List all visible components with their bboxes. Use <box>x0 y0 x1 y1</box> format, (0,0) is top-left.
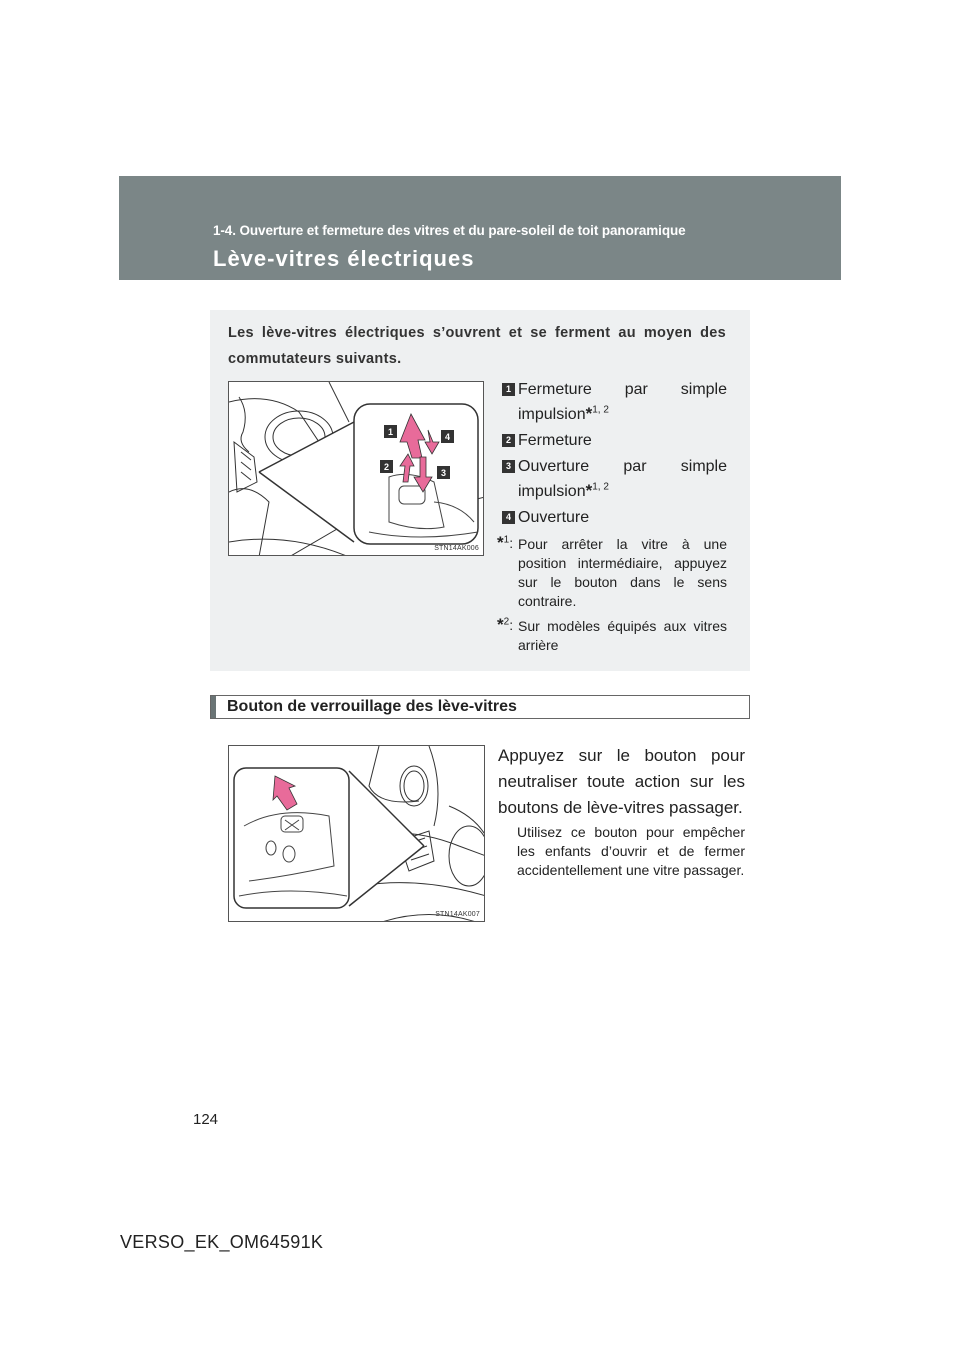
chapter-header <box>119 176 841 280</box>
item-label: Ouverture par simple impulsion <box>518 458 727 500</box>
list-item: 1 Fermeture par simple impulsion*$^{1, 2}$ <box>502 378 727 427</box>
window-switch-illustration <box>228 381 484 556</box>
callout-4: 4 <box>444 432 451 442</box>
note-ref: 1, 2 <box>592 404 609 416</box>
number-badge: 2 <box>502 434 515 447</box>
list-item <box>502 506 727 530</box>
heading-accent-bar <box>211 696 216 718</box>
number-badge: 1 <box>502 383 515 396</box>
section-heading-text: Bouton de verrouillage des lève-vitres <box>227 698 517 715</box>
switch-function-list <box>502 378 727 532</box>
figure-code: STN14AK007 <box>435 911 480 918</box>
footnote-text: Sur modèles équipés aux vitres arrière <box>518 618 727 653</box>
lock-description: Appuyez sur le bouton pour neutraliser toute action sur les boutons de lève-vitres passager. <box>498 746 745 817</box>
number-badge: 3 <box>502 460 515 473</box>
item-label: Ouverture <box>518 509 590 526</box>
callout-3: 3 <box>440 468 447 478</box>
callout-1: 1 <box>387 427 394 437</box>
intro-text: Les lève-vitres électriques s’ouvrent et se ferment au moyen des commutateurs suivants. <box>228 325 726 367</box>
section-heading <box>210 695 750 719</box>
window-switch-drawing <box>229 382 484 556</box>
page-title: Lève-vitres électriques <box>213 246 475 271</box>
note-ref: 1, 2 <box>592 481 609 493</box>
number-badge: 4 <box>502 511 515 524</box>
window-lock-drawing <box>229 746 485 922</box>
intro-box <box>210 310 750 671</box>
callout-2: 2 <box>383 462 390 472</box>
section-label: 1-4. Ouverture et fermeture des vitres et du pare-soleil de toit panoramique <box>213 223 686 238</box>
item-label: Fermeture <box>518 432 592 449</box>
list-item: 3 Ouverture par simple impulsion*$^{1, 2}$ <box>502 455 727 504</box>
item-label: Fermeture par simple impulsion <box>518 381 727 423</box>
footnote: *$^2$: Sur modèles équipés aux vitres arrière <box>497 615 727 653</box>
lock-note: Utilisez ce bouton pour empêcher les enfants d’ouvrir et de fermer accidentellement une vitre passager. <box>517 824 745 878</box>
document-code: VERSO_EK_OM64591K <box>120 1232 324 1252</box>
figure-code: STN14AK006 <box>434 545 479 552</box>
footnote-text: Pour arrêter la vitre à une position intermédiaire, appuyez sur le bouton dans le sens contraire. <box>518 536 727 609</box>
list-item <box>502 429 727 453</box>
window-lock-illustration <box>228 745 485 922</box>
footnotes <box>497 535 727 661</box>
page-number: 124 <box>193 1111 219 1128</box>
footnote: *$^1$: Pour arrêter la vitre à une position intermédiaire, appuyez sur le bouton dans le sens contraire. <box>497 533 727 609</box>
